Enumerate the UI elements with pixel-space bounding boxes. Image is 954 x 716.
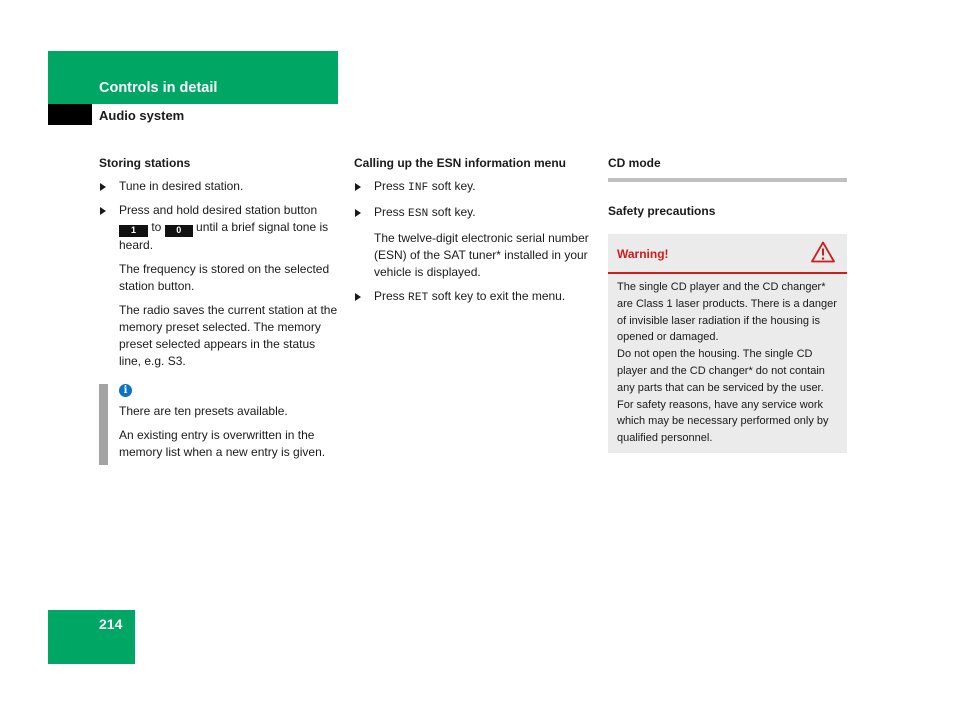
step-text: to xyxy=(151,220,162,234)
subsection-title: Audio system xyxy=(99,108,185,123)
preset-note: The radio saves the current station at the memory preset selected. The memory preset selected appears in the status line, e.g. S3. xyxy=(119,303,338,368)
ret-key-label: RET xyxy=(408,292,429,304)
triangle-arrow-icon xyxy=(100,183,106,191)
info-text: There are ten presets available. xyxy=(119,404,288,418)
warning-box xyxy=(608,234,847,453)
triangle-arrow-icon xyxy=(355,209,361,217)
step-text: soft key. xyxy=(431,205,476,219)
step-text: Press and hold desired station button xyxy=(119,203,318,217)
step-press-esn xyxy=(354,204,594,223)
column-esn-menu xyxy=(354,155,594,314)
info-icon: i xyxy=(119,384,132,397)
step-press-ret xyxy=(354,288,594,307)
triangle-arrow-icon xyxy=(100,207,106,215)
info-bar xyxy=(99,384,108,465)
esn-display-note: The twelve-digit electronic serial number (ESN) of the SAT tuner* installed in your vehicle is displayed. xyxy=(374,231,589,279)
subsection-marker xyxy=(48,104,92,125)
step-text: soft key to exit the menu. xyxy=(431,289,566,303)
step-text: until a brief signal tone is heard. xyxy=(119,220,329,252)
header-band xyxy=(48,51,338,104)
esn-heading: Calling up the ESN information menu xyxy=(354,156,567,170)
warning-text xyxy=(608,274,847,453)
step-text: Tune in desired station. xyxy=(119,179,244,193)
step-text: Press xyxy=(374,205,405,219)
warning-header xyxy=(608,234,847,274)
step-text: soft key. xyxy=(431,179,476,193)
triangle-arrow-icon xyxy=(355,293,361,301)
storing-stations-heading: Storing stations xyxy=(99,156,191,170)
warning-paragraph: The single CD player and the CD changer* are Class 1 laser products. There is a danger of invisible laser radiation if the housing is opened or damaged. xyxy=(617,281,837,344)
safety-heading: Safety precautions xyxy=(608,204,716,218)
triangle-arrow-icon xyxy=(355,183,361,191)
key-one-symbol: 1 xyxy=(119,225,148,237)
step-text: Press xyxy=(374,289,405,303)
frequency-note: The frequency is stored on the selected station button. xyxy=(119,262,330,293)
warning-triangle-icon xyxy=(811,241,835,263)
cd-mode-heading: CD mode xyxy=(608,156,661,170)
key-zero-symbol: 0 ␣ xyxy=(165,225,193,237)
column-storing-stations xyxy=(99,155,339,468)
page-number: 214 xyxy=(99,616,123,632)
info-note xyxy=(99,384,339,461)
step-press-hold xyxy=(99,202,339,254)
warning-paragraph: Do not open the housing. The single CD player and the CD changer* do not contain any parts that can be serviced by the user. For safety reasons, have any service work which may be necessary performed only by qualified personnel. xyxy=(617,348,829,445)
step-press-inf xyxy=(354,178,594,197)
heading-rule xyxy=(608,178,847,182)
inf-key-label: INF xyxy=(408,182,429,194)
step-tune-station xyxy=(99,178,339,195)
info-text: An existing entry is overwritten in the memory list when a new entry is given. xyxy=(119,428,326,459)
section-title: Controls in detail xyxy=(99,80,218,96)
step-text: Press xyxy=(374,179,405,193)
warning-label: Warning! xyxy=(617,247,669,261)
esn-key-label: ESN xyxy=(408,208,429,220)
column-cd-mode xyxy=(608,155,847,453)
